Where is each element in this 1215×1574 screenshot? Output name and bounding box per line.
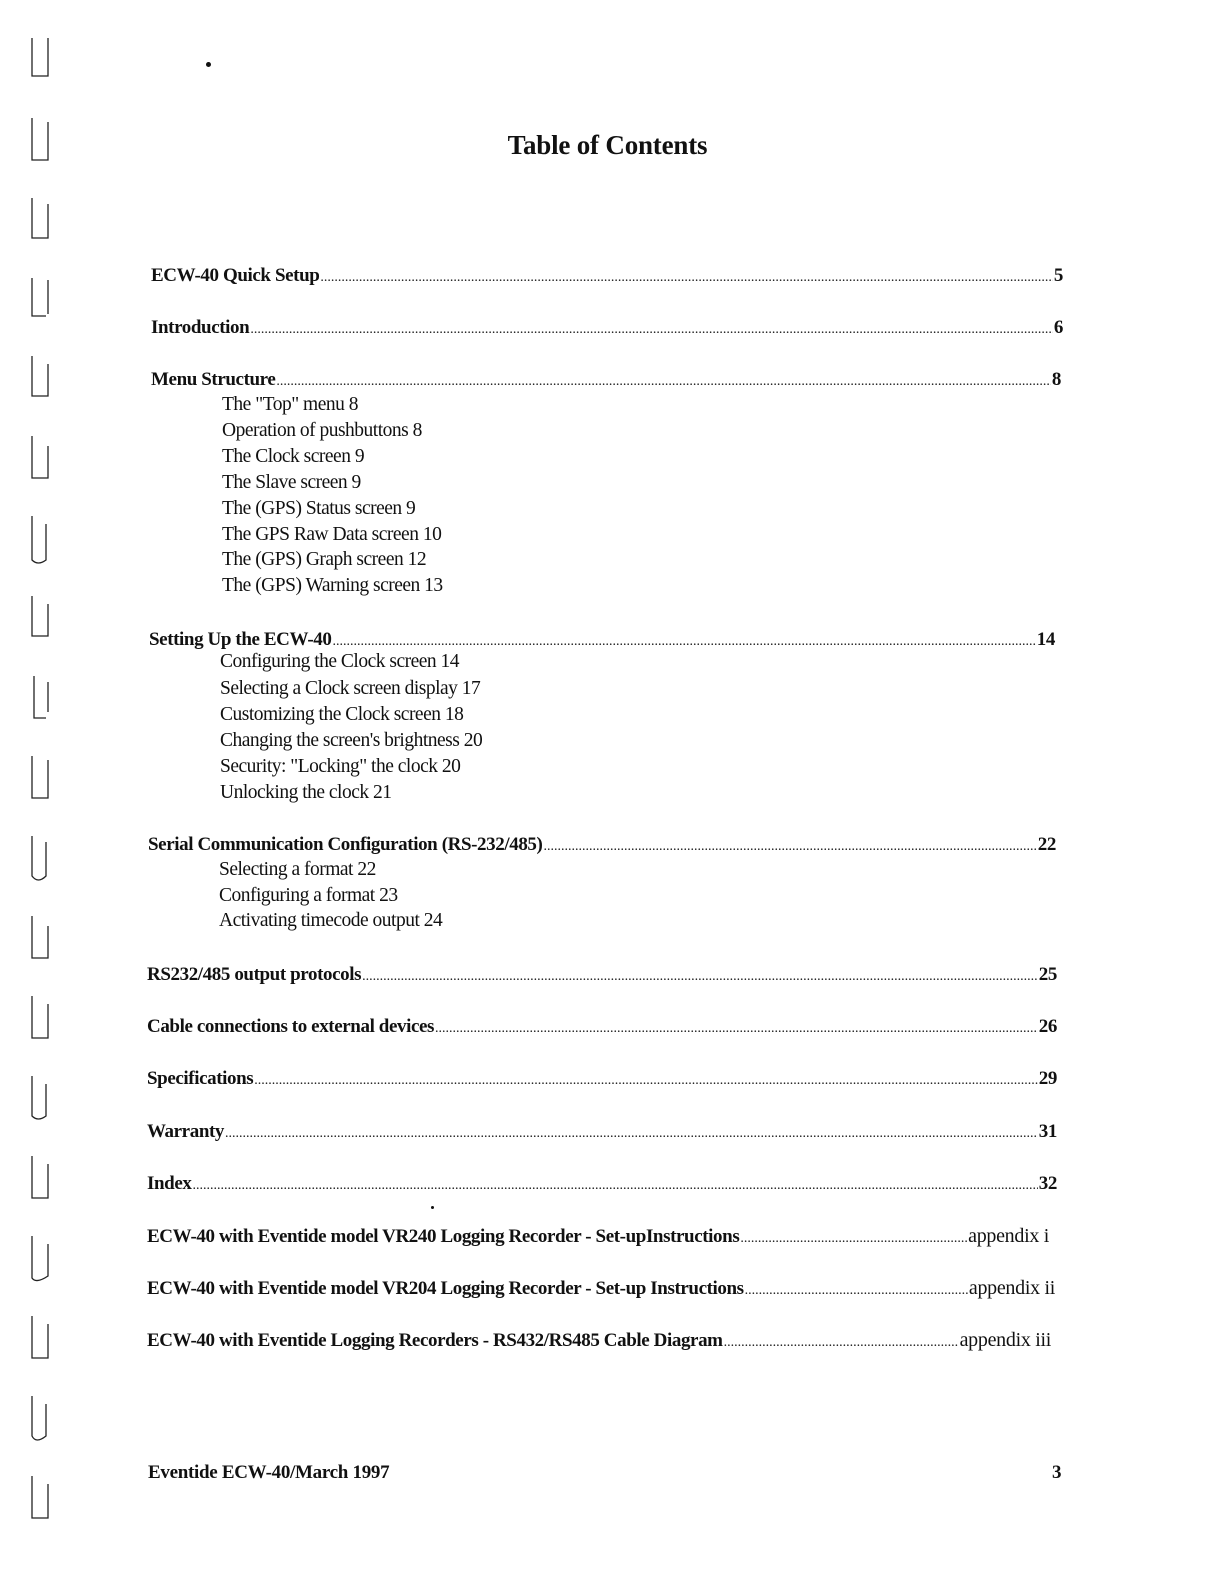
- toc-subentry[interactable]: The "Top" menu 8: [222, 394, 358, 415]
- toc-entry-quick-setup[interactable]: [151, 265, 1063, 287]
- toc-entry-label: Warranty: [147, 1121, 225, 1142]
- toc-subentry[interactable]: Security: "Locking" the clock 20: [220, 756, 461, 777]
- toc-entry-page: 29: [1038, 1068, 1057, 1089]
- toc-entry-page: 14: [1036, 629, 1055, 650]
- toc-entry-menu-structure[interactable]: [151, 369, 1061, 391]
- toc-entry-cables[interactable]: [147, 1016, 1057, 1038]
- toc-entry-page: 32: [1038, 1173, 1057, 1194]
- toc-entry-page: appendix iii: [959, 1329, 1051, 1351]
- toc-entry-label: Introduction: [151, 317, 250, 338]
- leader-dots: [543, 839, 1036, 855]
- toc-entry-page: 25: [1038, 964, 1057, 985]
- leader-dots: [320, 270, 1052, 286]
- leader-dots: [192, 1178, 1037, 1194]
- leader-dots: [225, 1126, 1038, 1142]
- toc-subentry[interactable]: Operation of pushbuttons 8: [222, 420, 422, 441]
- leader-dots: [332, 634, 1035, 650]
- toc-entry-warranty[interactable]: [147, 1121, 1057, 1143]
- toc-subentry[interactable]: Configuring a format 23: [219, 885, 398, 906]
- toc-subentry[interactable]: Selecting a format 22: [219, 859, 376, 880]
- toc-subentry[interactable]: The Clock screen 9: [222, 446, 365, 467]
- leader-dots: [276, 374, 1050, 390]
- toc-entry-label: ECW-40 with Eventide Logging Recorders - RS432/RS485 Cable Diagram: [147, 1330, 723, 1351]
- toc-entry-page: 31: [1038, 1121, 1057, 1142]
- toc-entry-appendix-1[interactable]: [147, 1225, 1049, 1248]
- toc-entry-page: 6: [1053, 317, 1063, 338]
- leader-dots: [740, 1231, 967, 1247]
- toc-entry-appendix-3[interactable]: [147, 1329, 1051, 1352]
- toc-entry-label: Specifications: [147, 1068, 254, 1089]
- page-title: Table of Contents: [507, 130, 708, 160]
- toc-entry-setting-up[interactable]: [149, 629, 1055, 651]
- toc-subentry[interactable]: The (GPS) Status screen 9: [222, 498, 416, 519]
- leader-dots: [435, 1021, 1038, 1037]
- toc-subentry[interactable]: The (GPS) Graph screen 12: [222, 549, 427, 570]
- leader-dots: [362, 969, 1038, 985]
- footer-title: Eventide ECW-40/March 1997: [148, 1462, 390, 1483]
- toc-entry-label: Index: [147, 1173, 192, 1194]
- toc-subentry[interactable]: The GPS Raw Data screen 10: [222, 524, 442, 545]
- toc-entry-page: 22: [1037, 834, 1056, 855]
- toc-subentry[interactable]: Selecting a Clock screen display 17: [220, 678, 481, 699]
- leader-dots: [724, 1335, 959, 1351]
- toc-entry-introduction[interactable]: [151, 317, 1063, 339]
- page-number: 3: [1052, 1462, 1062, 1483]
- leader-dots: [250, 322, 1053, 338]
- toc-entry-label: ECW-40 Quick Setup: [151, 265, 320, 286]
- toc-entry-page: 8: [1051, 369, 1061, 390]
- leader-dots: [745, 1283, 968, 1299]
- toc-entry-page: 5: [1053, 265, 1063, 286]
- toc-entry-label: ECW-40 with Eventide model VR204 Logging Recorder - Set-up Instructions: [147, 1278, 744, 1299]
- toc-entry-index[interactable]: [147, 1173, 1057, 1195]
- toc-entry-protocols[interactable]: [147, 964, 1057, 986]
- toc-entry-label: Cable connections to external devices: [147, 1016, 435, 1037]
- toc-subentry[interactable]: Unlocking the clock 21: [220, 782, 392, 803]
- leader-dots: [254, 1073, 1038, 1089]
- toc-entry-appendix-2[interactable]: [147, 1277, 1055, 1300]
- toc-entry-label: Serial Communication Configuration (RS-232/485): [148, 834, 543, 855]
- toc-entry-page: appendix ii: [968, 1277, 1055, 1299]
- toc-subentry[interactable]: The (GPS) Warning screen 13: [222, 575, 443, 596]
- toc-entry-page: 26: [1038, 1016, 1057, 1037]
- toc-entry-label: Setting Up the ECW-40: [149, 629, 332, 650]
- toc-subentry[interactable]: Activating timecode output 24: [219, 910, 443, 931]
- toc-entry-label: Menu Structure: [151, 369, 276, 390]
- toc-entry-serial[interactable]: [148, 834, 1056, 856]
- toc-entry-label: ECW-40 with Eventide model VR240 Logging Recorder - Set-upInstructions: [147, 1226, 740, 1247]
- toc-subentry[interactable]: Configuring the Clock screen 14: [220, 651, 460, 672]
- toc-subentry[interactable]: Changing the screen's brightness 20: [220, 730, 483, 751]
- toc-entry-page: appendix i: [968, 1225, 1049, 1247]
- toc-entry-specifications[interactable]: [147, 1068, 1057, 1090]
- toc-subentry[interactable]: The Slave screen 9: [222, 472, 361, 493]
- toc-entry-label: RS232/485 output protocols: [147, 964, 362, 985]
- toc-subentry[interactable]: Customizing the Clock screen 18: [220, 704, 464, 725]
